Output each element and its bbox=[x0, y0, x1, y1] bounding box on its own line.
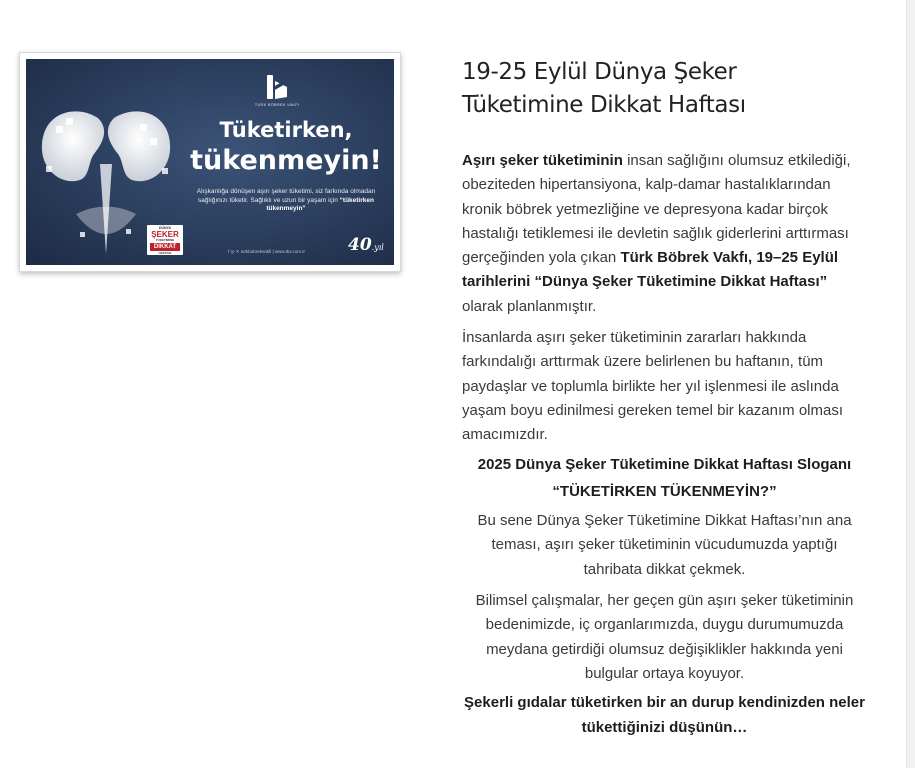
poster-body-text bbox=[182, 188, 390, 214]
poster-social-links: f ◎ ✕ turkbobrekvakfi | www.tbv.com.tr bbox=[228, 249, 306, 254]
badge-line-5: HAFTASI bbox=[158, 250, 172, 255]
poster-headline-1: Tüketirken, bbox=[219, 118, 353, 142]
article-title-line-1: 19-25 Eylül Dünya Şeker bbox=[462, 59, 737, 85]
intro-bold-end: Türk Böbrek Vakfı, 19–25 Eylül tarihlerini “Dünya Şeker Tüketimine Dikkat Haftası” bbox=[462, 249, 839, 291]
campaign-image-frame bbox=[19, 52, 401, 272]
anniversary-number: 40 bbox=[348, 235, 372, 255]
anniversary-suffix: .yıl bbox=[371, 243, 384, 252]
turk-bobrek-vakfi-logo bbox=[262, 71, 292, 105]
intro-bold-start: Aşırı şeker tüketiminin bbox=[462, 152, 623, 169]
article-title-line-2: Tüketimine Dikkat Haftası bbox=[462, 92, 746, 118]
awareness-paragraph: İnsanlarda aşırı şeker tüketiminin zararları hakkında farkındalığı arttırmak üzere belirlenen bu haftanın, tüm paydaşlar ve toplumla birlikte her yıl işlenmesi ile aslında yaşam boyu edinilmesi gereken temel bir kazanım olması amacımızdır. bbox=[462, 329, 843, 444]
campaign-badge bbox=[147, 225, 183, 255]
poster-headline-2: tükenmeyin! bbox=[190, 145, 382, 176]
intro-paragraph bbox=[462, 149, 867, 319]
intro-tail: olarak planlanmıştır. bbox=[462, 297, 597, 315]
article-title bbox=[462, 56, 867, 122]
campaign-poster bbox=[26, 59, 394, 265]
slogan-text: “TÜKETİRKEN TÜKENMEYİN?” bbox=[552, 482, 777, 500]
badge-line-4: DİKKAT bbox=[150, 243, 180, 251]
closing-statement: Şekerli gıdalar tüketirken bir an durup kendinizden neler tükettiğinizi düşünün… bbox=[464, 694, 865, 736]
research-paragraph: Bilimsel çalışmalar, her geçen gün aşırı şeker tüketiminin bedenimizde, iç organlarımızda, duygu durumumuzda meydana getirdiği olumsuz değişiklikler hakkında yeni bulgular ortaya koyuyor. bbox=[475, 592, 854, 682]
theme-paragraph: Bu sene Dünya Şeker Tüketimine Dikkat Haftası’nın ana teması, aşırı şeker tüketiminin vücudumuzda yaptığı tahribata dikkat çekmek. bbox=[477, 512, 852, 578]
poster-body-bold: “tüketirken tükenmeyin” bbox=[266, 196, 374, 213]
badge-line-2: ŞEKER bbox=[151, 229, 179, 239]
badge-line-3: TÜKETİMİNE bbox=[155, 237, 175, 242]
badge-line-1: DÜNYA bbox=[158, 226, 172, 230]
logo-org-name: TÜRK BÖBREK VAKFI bbox=[254, 102, 300, 107]
page-scrollbar[interactable] bbox=[906, 0, 915, 768]
slogan-heading: 2025 Dünya Şeker Tüketimine Dikkat Haftası Sloganı bbox=[477, 455, 852, 473]
article-content bbox=[462, 56, 867, 740]
poster-body-regular: Alışkanlığa dönüşen aşırı şeker tüketimi, siz farkında olmadan sağlığınızı tüketir. Sağlıklı ve uzun bir yaşam için bbox=[196, 188, 376, 204]
anniversary-mark bbox=[348, 235, 384, 255]
intro-text: insan sağlığını olumsuz etkilediği, obeziteden hipertansiyona, kalp-damar hastalıklarından kronik böbrek yetmezliğine ve depresyona kadar birçok hastalığı tetiklemesi ile devletin sağlık giderlerini arttırması gerçeğinden yola çıkan bbox=[462, 152, 851, 267]
